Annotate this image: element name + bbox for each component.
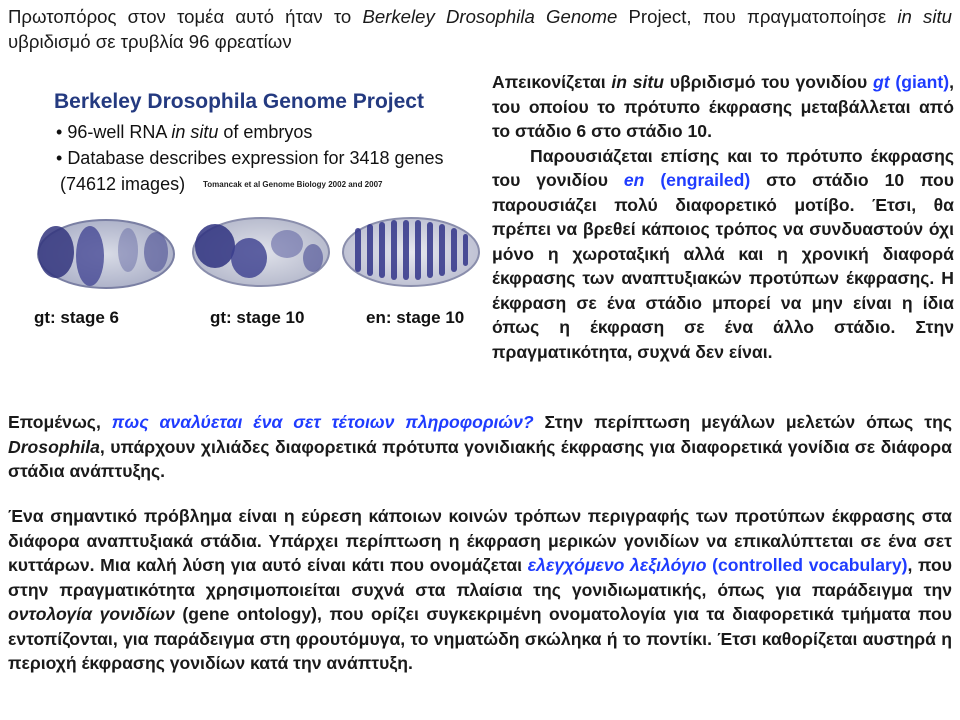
intro-text-2: Project, που πραγματοποίησε <box>617 6 898 27</box>
figure-bullet-2-cont: (74612 images) <box>60 174 186 194</box>
controlled-vocabulary-gr: ελεγχόμενο λεξιλόγιο <box>527 555 707 575</box>
controlled-vocabulary-en: (controlled vocabulary) <box>706 555 908 575</box>
stage-label-gt-10: gt: stage 10 <box>210 308 305 327</box>
intro-in-situ: in situ <box>897 6 952 27</box>
gene-ontology-gr: οντολογία γονιδίων <box>8 604 175 624</box>
figure-title: Berkeley Drosophila Genome Project <box>54 90 424 113</box>
gene-giant: (giant) <box>895 72 950 92</box>
intro-paragraph <box>8 4 952 54</box>
embryo-figure <box>30 72 485 334</box>
intro-text-1: Πρωτοπόρος στον τομέα αυτό ήταν το <box>8 6 363 27</box>
problem-paragraph: Ένα σημαντικό πρόβλημα είναι η εύρεση κάποιων κοινών τρόπων περιγραφής των προτύπων έκφρασης στα διάφορα αναπτυξιακά στάδια. Υπάρχει περίπτωση η έκφραση μερικών γονιδίων να επικαλύπτεται σε ένα σετ κυττάρων. Μια καλή λύση για αυτό είναι κάτι που ονομάζεται ελεγχόμενο λεξιλόγιο (controlled vocabulary), που στην πραγματικότητα χρησιμοποιείται συχνά στα πλαίσια της γονιδιωματικής, όπως για παράδειγμα την οντολογία γονιδίων (gene ontology), που ορίζει συγκεκριμένη ονοματολογία για τα διαφορετικά τμήματα που εντοπίζονται, για παράδειγμα στη φρουτόμυγα, το νηματώδη σκώληκα ή το ποντίκι. Έτσι καθορίζεται αυστηρά η περιοχή έκφρασης γονιδίων κατά την ανάπτυξη. <box>8 506 953 673</box>
stage-label-en-10: en: stage 10 <box>366 308 465 327</box>
stage-label-gt-6: gt: stage 6 <box>34 308 120 327</box>
figure-bullet-2: • Database describes expression for 3418 genes <box>56 148 444 168</box>
gene-en: en <box>623 170 645 190</box>
gene-engrailed: (engrailed) <box>660 170 751 190</box>
embryo-image-gt-stage10 <box>185 202 335 302</box>
question-highlight: πως αναλύεται ένα σετ τέτοιων πληροφοριών? <box>111 412 534 432</box>
embryo-image-en-stage10 <box>335 202 485 302</box>
project-name: Berkeley Drosophila Genome <box>362 6 618 27</box>
figure-citation: Tomancak et al Genome Biology 2002 and 2007 <box>203 180 383 189</box>
embryo-image-gt-stage6 <box>30 202 180 302</box>
question-paragraph: Επομένως, πως αναλύεται ένα σετ τέτοιων πληροφοριών? Στην περίπτωση μεγάλων μελετών όπως της Drosophila, υπάρχουν χιλιάδες διαφορετικά πρότυπα γονιδιακής έκφρασης για διαφορετικά γονίδια σε διάφορα στάδια ανάπτυξης. <box>8 412 952 481</box>
intro-text-3: υβριδισμό σε τρυβλία 96 φρεατίων <box>8 31 292 52</box>
figure-bullet-1: • 96-well RNA in situ of embryos <box>56 122 313 142</box>
gene-gt: gt <box>873 72 890 92</box>
figure-description: Απεικονίζεται in situ υβριδισμό του γονιδίου gt (giant), του οποίου το πρότυπο έκφρασης μεταβάλλεται από το στάδιο 6 στο στάδιο 10. Παρουσιάζεται επίσης και το πρότυπο έκφρασης του γονιδίου en (engrailed) στο στάδιο 10 που παρουσιάζει πολύ διαφορετικό μοτίβο. Έτσι, θα πρέπει να βρεθεί κάποιος τρόπος να συνδυαστούν όχι μόνο η χωροταξική αλλά και η χρονική διαφορά έκφρασης των αναπτυξιακών προτύπων έκφρασης. Η έκφραση σε ένα στάδιο μπορεί να μην είναι η ίδια όπως η έκφραση σε ένα άλλο στάδιο. Στην πραγματικότητα, συχνά δεν είναι. <box>492 72 955 362</box>
